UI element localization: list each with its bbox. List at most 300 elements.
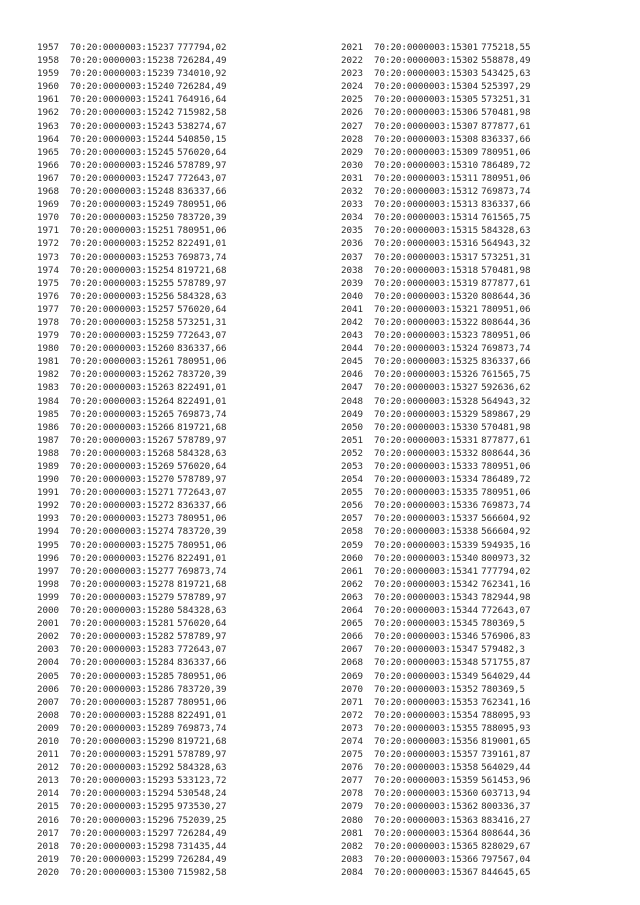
value-amount: 769873,74 — [481, 500, 531, 512]
table-row — [37, 512, 227, 525]
table-row — [37, 251, 227, 264]
row-number: 1998 — [37, 578, 59, 590]
cadastral-number: 70:20:0000003:15345 — [374, 618, 479, 630]
table-row — [341, 185, 531, 198]
table-row — [37, 290, 227, 303]
value-amount: 777794,02 — [177, 42, 227, 53]
row-number: 2016 — [37, 814, 59, 826]
table-row — [37, 473, 227, 486]
row-number: 2030 — [341, 159, 363, 171]
value-amount: 786489,72 — [481, 159, 531, 171]
row-number: 1987 — [37, 434, 59, 446]
cadastral-number: 70:20:0000003:15308 — [374, 133, 479, 145]
row-number: 1964 — [37, 133, 59, 145]
value-amount: 525397,29 — [481, 81, 531, 93]
row-number: 1970 — [37, 212, 59, 224]
cadastral-number: 70:20:0000003:15262 — [70, 369, 175, 381]
value-amount: 761565,75 — [481, 212, 531, 224]
value-amount: 780951,06 — [177, 513, 227, 525]
value-amount: 822491,01 — [177, 238, 227, 250]
value-amount: 584328,63 — [177, 605, 227, 617]
row-number: 2069 — [341, 670, 363, 682]
value-amount: 573251,31 — [481, 94, 531, 106]
row-number: 2047 — [341, 382, 363, 394]
table-row — [341, 251, 531, 264]
row-number: 2040 — [341, 290, 363, 302]
table-row — [341, 224, 531, 237]
row-number: 2070 — [341, 683, 363, 695]
row-number: 2005 — [37, 670, 59, 682]
cadastral-number: 70:20:0000003:15364 — [374, 827, 479, 839]
row-number: 1995 — [37, 539, 59, 551]
cadastral-number: 70:20:0000003:15327 — [374, 382, 479, 394]
row-number: 2067 — [341, 644, 363, 656]
table-row — [341, 395, 531, 408]
row-number: 2068 — [341, 657, 363, 669]
row-number: 1989 — [37, 461, 59, 472]
row-number: 1991 — [37, 487, 59, 499]
cadastral-number: 70:20:0000003:15319 — [374, 277, 479, 289]
table-row — [37, 814, 227, 827]
table-row — [341, 578, 531, 591]
value-amount: 573251,31 — [177, 316, 227, 328]
table-row — [341, 617, 531, 630]
row-number: 2083 — [341, 853, 363, 865]
cadastral-number: 70:20:0000003:15363 — [374, 814, 479, 826]
row-number: 2053 — [341, 461, 363, 472]
cadastral-number: 70:20:0000003:15354 — [374, 709, 479, 721]
cadastral-number: 70:20:0000003:15303 — [374, 68, 479, 80]
cadastral-number: 70:20:0000003:15310 — [374, 159, 479, 171]
cadastral-number: 70:20:0000003:15265 — [70, 408, 175, 420]
row-number: 1978 — [37, 316, 59, 328]
cadastral-number: 70:20:0000003:15253 — [70, 251, 175, 263]
row-number: 2026 — [341, 107, 363, 119]
row-number: 2055 — [341, 487, 363, 499]
cadastral-number: 70:20:0000003:15316 — [374, 238, 479, 250]
table-row — [37, 224, 227, 237]
row-number: 2059 — [341, 539, 363, 551]
value-amount: 788095,93 — [481, 722, 531, 734]
cadastral-number: 70:20:0000003:15267 — [70, 434, 175, 446]
table-row — [341, 709, 531, 722]
value-amount: 571755,87 — [481, 657, 531, 669]
row-number: 1981 — [37, 356, 59, 368]
table-row — [341, 552, 531, 565]
cadastral-number: 70:20:0000003:15284 — [70, 657, 175, 669]
table-row — [37, 120, 227, 133]
table-row — [341, 264, 531, 277]
cadastral-number: 70:20:0000003:15287 — [70, 696, 175, 708]
cadastral-number: 70:20:0000003:15324 — [374, 343, 479, 355]
cadastral-number: 70:20:0000003:15344 — [374, 605, 479, 617]
value-amount: 780951,06 — [177, 225, 227, 237]
value-amount: 564943,32 — [481, 395, 531, 407]
value-amount: 769873,74 — [481, 343, 531, 355]
cadastral-number: 70:20:0000003:15296 — [70, 814, 175, 826]
cadastral-number: 70:20:0000003:15326 — [374, 369, 479, 381]
cadastral-number: 70:20:0000003:15305 — [374, 94, 479, 106]
table-row — [37, 447, 227, 460]
cadastral-number: 70:20:0000003:15249 — [70, 199, 175, 211]
row-number: 2001 — [37, 618, 59, 630]
row-number: 2080 — [341, 814, 363, 826]
cadastral-number: 70:20:0000003:15240 — [70, 81, 175, 93]
cadastral-number: 70:20:0000003:15277 — [70, 565, 175, 577]
cadastral-number: 70:20:0000003:15294 — [70, 788, 175, 800]
cadastral-number: 70:20:0000003:15243 — [70, 120, 175, 132]
table-row — [37, 67, 227, 80]
value-amount: 578789,97 — [177, 474, 227, 486]
cadastral-number: 70:20:0000003:15260 — [70, 343, 175, 355]
table-row — [341, 120, 531, 133]
cadastral-number: 70:20:0000003:15261 — [70, 356, 175, 368]
value-amount: 800973,32 — [481, 552, 531, 564]
value-amount: 573251,31 — [481, 251, 531, 263]
row-number: 2033 — [341, 199, 363, 211]
table-row — [341, 342, 531, 355]
value-amount: 836337,66 — [481, 199, 531, 211]
table-row — [37, 159, 227, 172]
row-number: 1968 — [37, 186, 59, 198]
cadastral-number: 70:20:0000003:15298 — [70, 840, 175, 852]
table-row — [37, 866, 227, 879]
row-number: 2058 — [341, 526, 363, 538]
table-row — [341, 670, 531, 683]
cadastral-number: 70:20:0000003:15357 — [374, 749, 479, 761]
value-amount: 576020,64 — [177, 303, 227, 315]
table-row — [341, 290, 531, 303]
cadastral-number: 70:20:0000003:15334 — [374, 474, 479, 486]
table-row — [37, 800, 227, 813]
table-row — [341, 630, 531, 643]
cadastral-number: 70:20:0000003:15329 — [374, 408, 479, 420]
row-number: 1961 — [37, 94, 59, 106]
cadastral-number: 70:20:0000003:15268 — [70, 447, 175, 459]
table-row — [37, 683, 227, 696]
row-number: 2024 — [341, 81, 363, 93]
table-row — [37, 54, 227, 67]
table-row — [37, 316, 227, 329]
cadastral-number: 70:20:0000003:15246 — [70, 159, 175, 171]
value-amount: 822491,01 — [177, 552, 227, 564]
row-number: 2006 — [37, 683, 59, 695]
cadastral-number: 70:20:0000003:15302 — [374, 55, 479, 67]
cadastral-number: 70:20:0000003:15320 — [374, 290, 479, 302]
row-number: 1960 — [37, 81, 59, 93]
cadastral-number: 70:20:0000003:15285 — [70, 670, 175, 682]
row-number: 2075 — [341, 749, 363, 761]
table-row — [341, 774, 531, 787]
row-number: 1985 — [37, 408, 59, 420]
row-number: 1988 — [37, 447, 59, 459]
cadastral-number: 70:20:0000003:15252 — [70, 238, 175, 250]
table-row — [37, 80, 227, 93]
cadastral-number: 70:20:0000003:15362 — [374, 801, 479, 813]
value-amount: 772643,07 — [177, 172, 227, 184]
table-row — [37, 656, 227, 669]
value-amount: 797567,04 — [481, 853, 531, 865]
table-row — [37, 748, 227, 761]
cadastral-number: 70:20:0000003:15342 — [374, 578, 479, 590]
row-number: 2031 — [341, 172, 363, 184]
table-row — [37, 827, 227, 840]
table-row — [37, 539, 227, 552]
row-number: 1972 — [37, 238, 59, 250]
value-amount: 844645,65 — [481, 866, 531, 878]
table-row — [37, 604, 227, 617]
table-row — [341, 133, 531, 146]
table-row — [341, 722, 531, 735]
value-amount: 576020,64 — [177, 146, 227, 158]
row-number: 1984 — [37, 395, 59, 407]
table-row — [37, 787, 227, 800]
table-row — [37, 342, 227, 355]
cadastral-number: 70:20:0000003:15339 — [374, 539, 479, 551]
value-amount: 783720,39 — [177, 369, 227, 381]
value-amount: 780951,06 — [177, 199, 227, 211]
table-row — [37, 853, 227, 866]
value-amount: 819721,68 — [177, 421, 227, 433]
row-number: 2076 — [341, 762, 363, 774]
cadastral-number: 70:20:0000003:15335 — [374, 487, 479, 499]
row-number: 1975 — [37, 277, 59, 289]
value-amount: 772643,07 — [177, 644, 227, 656]
cadastral-number: 70:20:0000003:15290 — [70, 735, 175, 747]
table-row — [341, 814, 531, 827]
value-amount: 576020,64 — [177, 461, 227, 472]
value-amount: 769873,74 — [177, 408, 227, 420]
cadastral-number: 70:20:0000003:15250 — [70, 212, 175, 224]
table-row — [37, 840, 227, 853]
row-number: 2028 — [341, 133, 363, 145]
row-number: 2037 — [341, 251, 363, 263]
row-number: 2056 — [341, 500, 363, 512]
row-number: 1969 — [37, 199, 59, 211]
cadastral-number: 70:20:0000003:15270 — [70, 474, 175, 486]
row-number: 2084 — [341, 866, 363, 878]
row-number: 2045 — [341, 356, 363, 368]
row-number: 2051 — [341, 434, 363, 446]
row-number: 2010 — [37, 735, 59, 747]
cadastral-number: 70:20:0000003:15333 — [374, 461, 479, 472]
row-number: 2007 — [37, 696, 59, 708]
value-amount: 780951,06 — [177, 356, 227, 368]
row-number: 2081 — [341, 827, 363, 839]
cadastral-number: 70:20:0000003:15348 — [374, 657, 479, 669]
table-row — [37, 368, 227, 381]
table-row — [37, 643, 227, 656]
row-number: 2062 — [341, 578, 363, 590]
value-amount: 530548,24 — [177, 788, 227, 800]
table-row — [37, 41, 227, 54]
row-number: 2077 — [341, 775, 363, 787]
table-row — [341, 696, 531, 709]
cadastral-number: 70:20:0000003:15266 — [70, 421, 175, 433]
row-number: 1971 — [37, 225, 59, 237]
row-number: 2073 — [341, 722, 363, 734]
cadastral-number: 70:20:0000003:15338 — [374, 526, 479, 538]
cadastral-number: 70:20:0000003:15278 — [70, 578, 175, 590]
row-number: 2013 — [37, 775, 59, 787]
value-amount: 783720,39 — [177, 212, 227, 224]
cadastral-number: 70:20:0000003:15256 — [70, 290, 175, 302]
left-column — [37, 41, 227, 879]
cadastral-number: 70:20:0000003:15358 — [374, 762, 479, 774]
table-row — [341, 408, 531, 421]
row-number: 1997 — [37, 565, 59, 577]
value-amount: 564943,32 — [481, 238, 531, 250]
row-number: 2042 — [341, 316, 363, 328]
value-amount: 783720,39 — [177, 526, 227, 538]
row-number: 2041 — [341, 303, 363, 315]
value-amount: 584328,63 — [177, 447, 227, 459]
table-row — [341, 381, 531, 394]
table-row — [37, 106, 227, 119]
cadastral-number: 70:20:0000003:15331 — [374, 434, 479, 446]
table-row — [37, 133, 227, 146]
row-number: 1959 — [37, 68, 59, 80]
row-number: 2029 — [341, 146, 363, 158]
table-row — [341, 840, 531, 853]
row-number: 2064 — [341, 605, 363, 617]
row-number: 2011 — [37, 749, 59, 761]
value-amount: 836337,66 — [177, 500, 227, 512]
value-amount: 570481,98 — [481, 421, 531, 433]
value-amount: 772643,07 — [177, 330, 227, 342]
cadastral-number: 70:20:0000003:15307 — [374, 120, 479, 132]
value-amount: 584328,63 — [481, 225, 531, 237]
table-row — [37, 525, 227, 538]
row-number: 1974 — [37, 264, 59, 276]
row-number: 1992 — [37, 500, 59, 512]
cadastral-number: 70:20:0000003:15321 — [374, 303, 479, 315]
value-amount: 739161,87 — [481, 749, 531, 761]
table-row — [341, 643, 531, 656]
cadastral-number: 70:20:0000003:15254 — [70, 264, 175, 276]
table-row — [37, 146, 227, 159]
table-row — [341, 591, 531, 604]
value-amount: 570481,98 — [481, 264, 531, 276]
cadastral-number: 70:20:0000003:15280 — [70, 605, 175, 617]
table-row — [37, 381, 227, 394]
cadastral-number: 70:20:0000003:15273 — [70, 513, 175, 525]
value-amount: 822491,01 — [177, 709, 227, 721]
row-number: 2023 — [341, 68, 363, 80]
row-number: 2054 — [341, 474, 363, 486]
row-number: 1977 — [37, 303, 59, 315]
value-amount: 780951,06 — [481, 303, 531, 315]
row-number: 2018 — [37, 840, 59, 852]
value-amount: 726284,49 — [177, 827, 227, 839]
row-number: 1990 — [37, 474, 59, 486]
table-row — [341, 421, 531, 434]
value-amount: 819721,68 — [177, 578, 227, 590]
value-amount: 808644,36 — [481, 316, 531, 328]
value-amount: 775218,55 — [481, 42, 531, 53]
cadastral-number: 70:20:0000003:15289 — [70, 722, 175, 734]
cadastral-number: 70:20:0000003:15259 — [70, 330, 175, 342]
row-number: 2074 — [341, 735, 363, 747]
row-number: 2082 — [341, 840, 363, 852]
row-number: 2034 — [341, 212, 363, 224]
cadastral-number: 70:20:0000003:15263 — [70, 382, 175, 394]
value-amount: 715982,58 — [177, 107, 227, 119]
value-amount: 584328,63 — [177, 762, 227, 774]
table-row — [341, 866, 531, 879]
cadastral-number: 70:20:0000003:15309 — [374, 146, 479, 158]
row-number: 2050 — [341, 421, 363, 433]
table-row — [341, 67, 531, 80]
cadastral-number: 70:20:0000003:15237 — [70, 42, 175, 53]
value-amount: 877877,61 — [481, 277, 531, 289]
table-row — [37, 578, 227, 591]
row-number: 1999 — [37, 591, 59, 603]
value-amount: 769873,74 — [177, 251, 227, 263]
row-number: 2015 — [37, 801, 59, 813]
cadastral-number: 70:20:0000003:15318 — [374, 264, 479, 276]
value-amount: 564029,44 — [481, 762, 531, 774]
table-row — [341, 539, 531, 552]
cadastral-number: 70:20:0000003:15276 — [70, 552, 175, 564]
row-number: 2019 — [37, 853, 59, 865]
table-row — [37, 303, 227, 316]
table-row — [37, 709, 227, 722]
row-number: 2027 — [341, 120, 363, 132]
row-number: 1962 — [37, 107, 59, 119]
value-amount: 726284,49 — [177, 81, 227, 93]
value-amount: 726284,49 — [177, 853, 227, 865]
cadastral-number: 70:20:0000003:15283 — [70, 644, 175, 656]
value-amount: 540850,15 — [177, 133, 227, 145]
table-row — [341, 368, 531, 381]
row-number: 1957 — [37, 42, 59, 53]
cadastral-number: 70:20:0000003:15306 — [374, 107, 479, 119]
table-row — [341, 735, 531, 748]
value-amount: 780951,06 — [481, 172, 531, 184]
row-number: 2043 — [341, 330, 363, 342]
cadastral-number: 70:20:0000003:15366 — [374, 853, 479, 865]
row-number: 2020 — [37, 866, 59, 878]
value-amount: 786489,72 — [481, 474, 531, 486]
row-number: 2048 — [341, 395, 363, 407]
table-row — [37, 460, 227, 473]
value-amount: 543425,63 — [481, 68, 531, 80]
table-row — [341, 604, 531, 617]
table-row — [37, 761, 227, 774]
cadastral-number: 70:20:0000003:15241 — [70, 94, 175, 106]
table-row — [37, 198, 227, 211]
table-row — [37, 735, 227, 748]
value-amount: 883416,27 — [481, 814, 531, 826]
cadastral-number: 70:20:0000003:15257 — [70, 303, 175, 315]
value-amount: 877877,61 — [481, 120, 531, 132]
value-amount: 731435,44 — [177, 840, 227, 852]
value-amount: 533123,72 — [177, 775, 227, 787]
table-row — [341, 486, 531, 499]
value-amount: 762341,16 — [481, 578, 531, 590]
value-amount: 715982,58 — [177, 866, 227, 878]
row-number: 1994 — [37, 526, 59, 538]
value-amount: 734010,92 — [177, 68, 227, 80]
value-amount: 578789,97 — [177, 631, 227, 643]
table-row — [37, 552, 227, 565]
row-number: 1979 — [37, 330, 59, 342]
cadastral-number: 70:20:0000003:15244 — [70, 133, 175, 145]
cadastral-number: 70:20:0000003:15300 — [70, 866, 175, 878]
row-number: 2057 — [341, 513, 363, 525]
table-row — [341, 512, 531, 525]
